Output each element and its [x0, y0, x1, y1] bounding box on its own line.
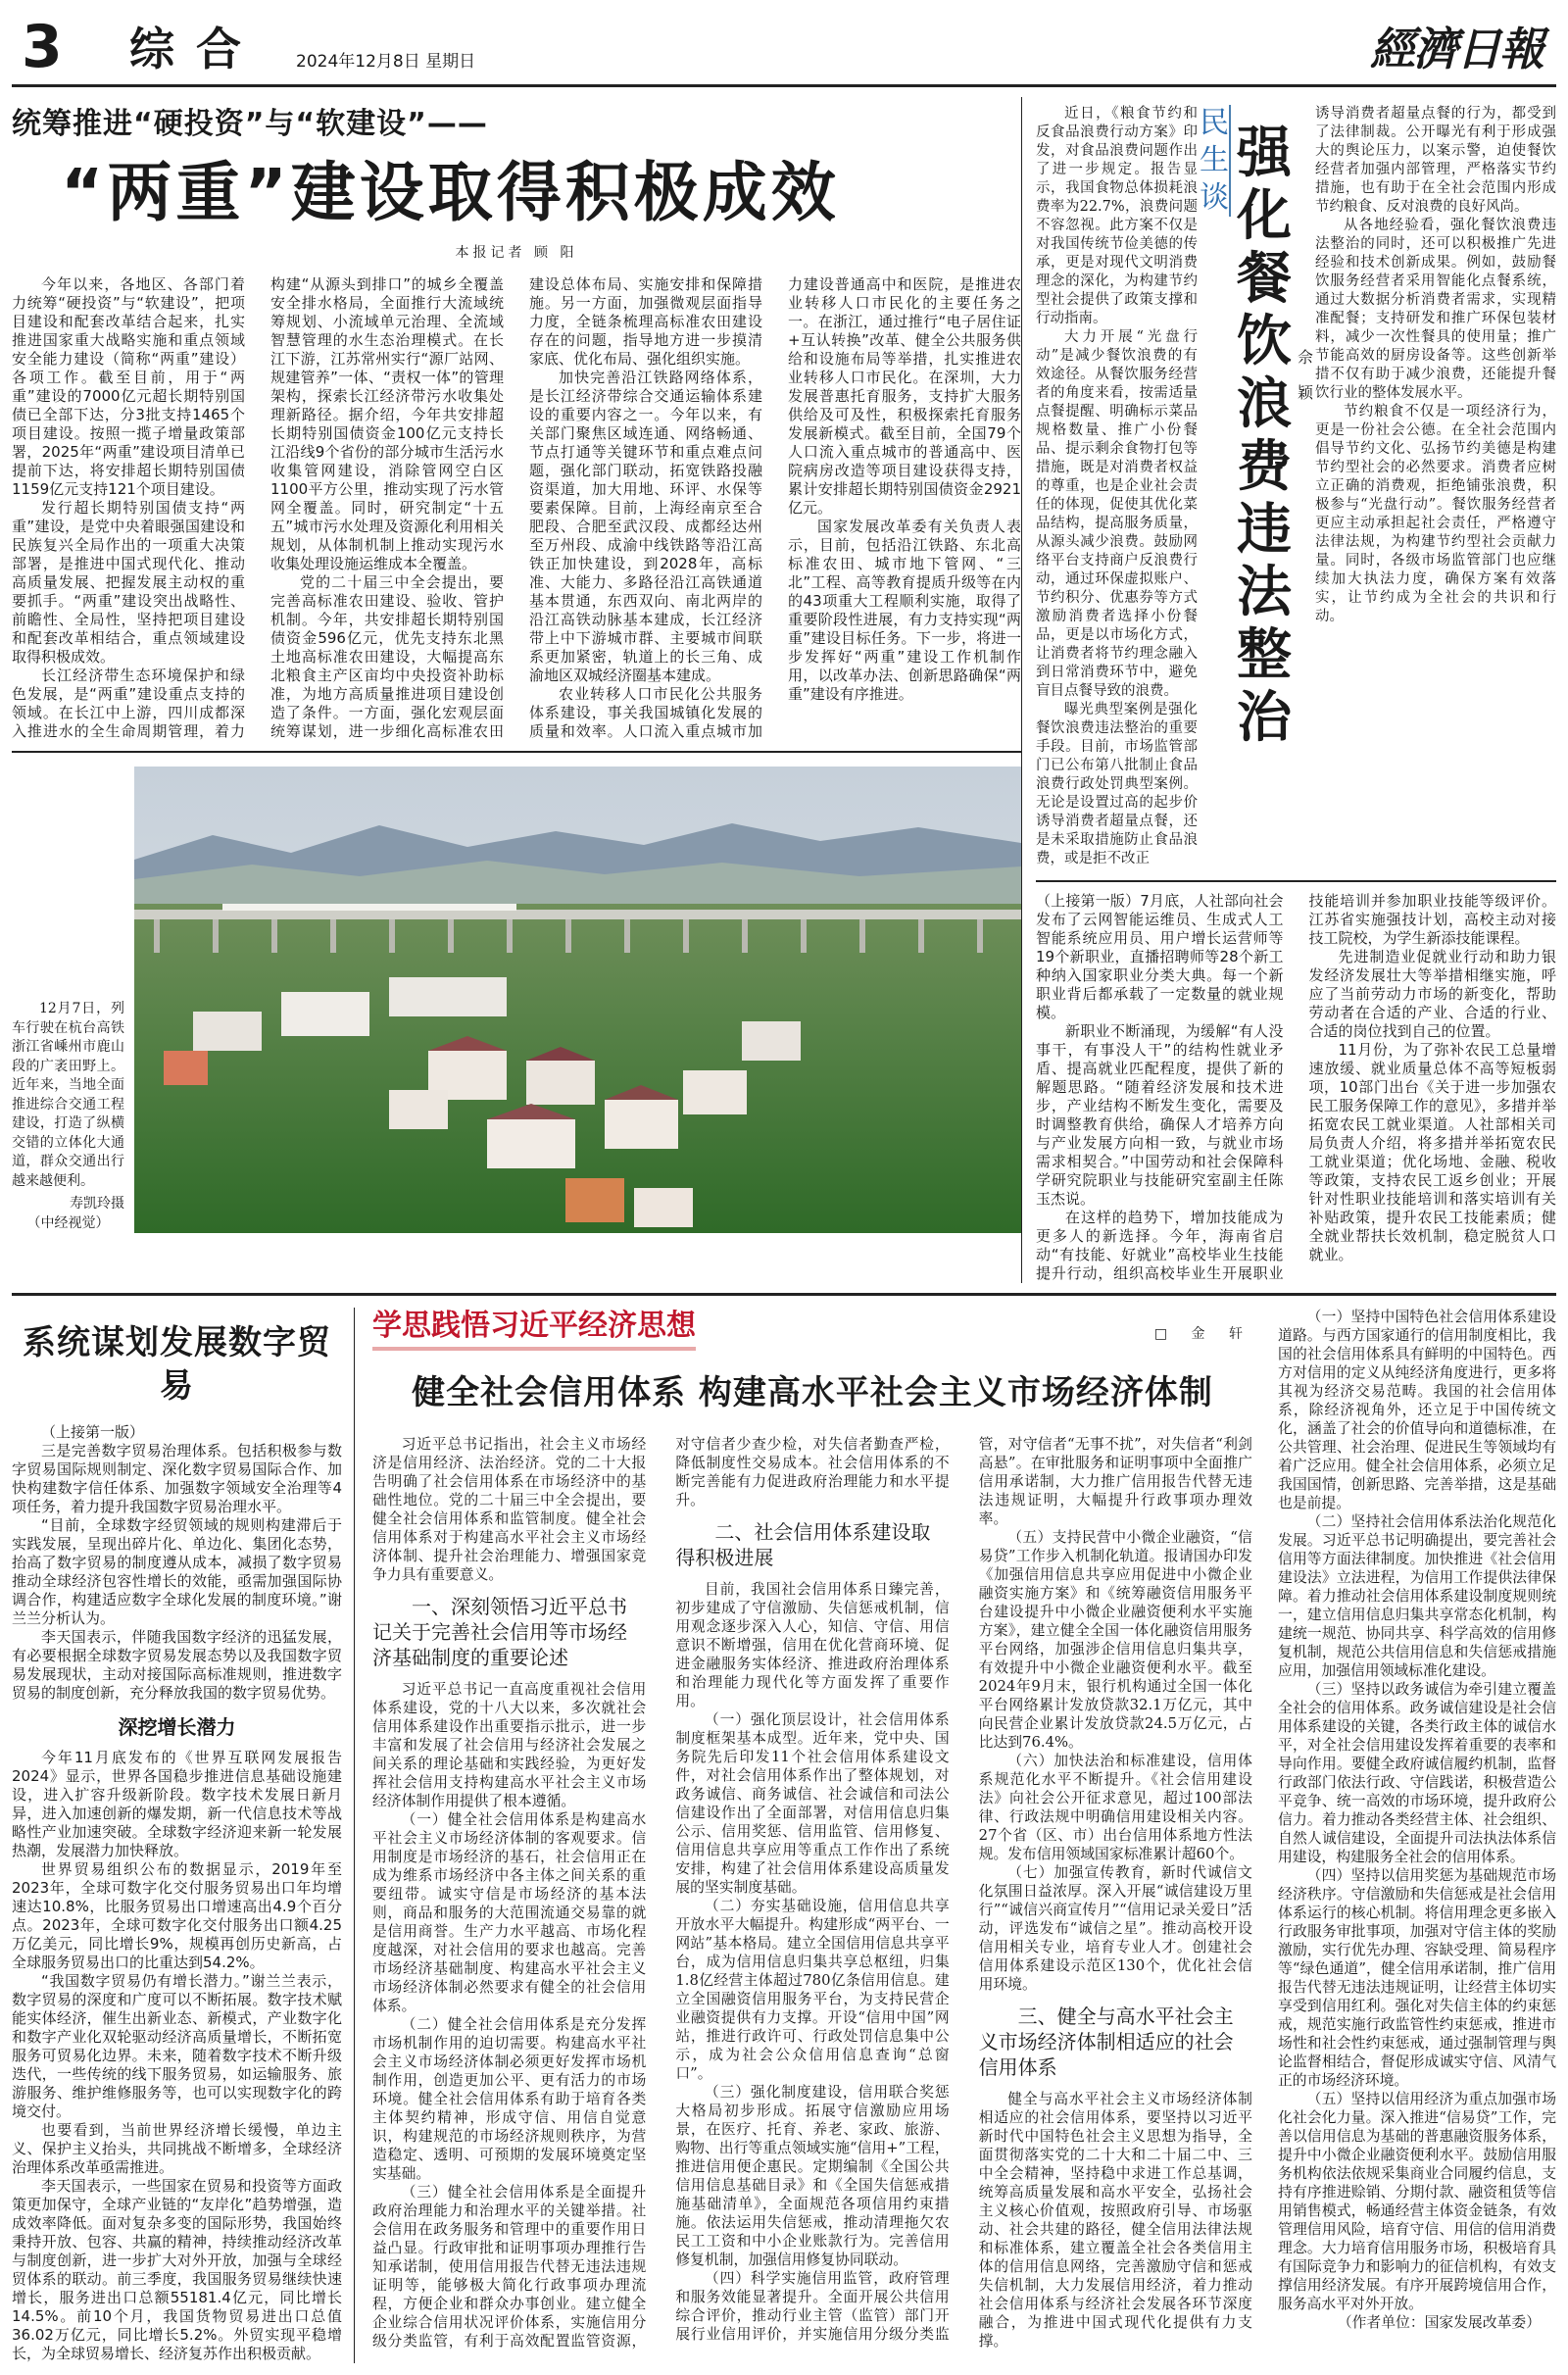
credit-article-main [372, 1308, 1252, 2363]
photo-row [12, 767, 1021, 1233]
column-label: 民生谈 [1200, 106, 1229, 215]
digital-trade-article [12, 1308, 355, 2363]
paragraph: （一）强化顶层设计，社会信用体系制度框架基本成型。近年来，党中央、国务院先后印发11个社会信用体系建设文件，对社会信用体系作出了整体规划，对政务诚信、商务诚信、社会诚信和司法公信建设作出了全面部署，对信用信息归集公示、信用奖惩、信用监管、信用修复、信用信息共享应用等重点工作作出了系统安排，构建了社会信用体系建设高质量发展的坚实制度基础。 [675, 1711, 950, 1896]
paragraph: （四）坚持以信用奖惩为基础规范市场经济秩序。守信激励和失信惩戒是社会信用体系运行的核心机制。将信用理念更多嵌入行政服务审批事项，加强对守信主体的奖励激励，实行优先办理、容缺受理、简易程序等“绿色通道”，健全信用承诺制，推广信用报告代替无违法违规证明，让经营主体切实享受到信用红利。强化对失信主体的约束惩戒，规范实施行政监管性约束惩戒，推进市场性和社会性约束惩戒，通过强制管理与舆论监督相结合，督促形成诚实守信、风清气正的市场经济环境。 [1278, 1867, 1556, 2089]
paragraph: （三）坚持以政务诚信为牵引建立覆盖全社会的信用体系。政务诚信建设是社会信用体系建设的关键，各类行政主体的诚信水平，对全社会信用建设发挥着重要的表率和导向作用。要健全政府诚信履约机制，监督行政部门依法行政、守信践诺，积极营造公平竞争、统一高效的市场环境，提升政府公信力。着力推动各类经营主体、社会组织、自然人诚信建设，全面提升司法执法体系信用建设，构建服务全社会的信用体系。 [1278, 1681, 1556, 1865]
section-heading: 一、深刻领悟习近平总书记关于完善社会信用等市场经济基础制度的重要论述 [372, 1595, 627, 1669]
credit-author: □ 金 轩 [1153, 1326, 1252, 1342]
paragraph: “我国数字贸易仍有增长潜力。”谢兰兰表示，数字贸易的深度和广度可以不断拓展。数字技术赋能实体经济，催生出新业态、新模式，产业数字化和数字产业化双轮驱动经济高质量增长，不断拓宽服务可贸易化边界。未来，随着数字技术不断升级迭代，一些传统的线下服务贸易，如运输服务、旅游服务、维护维修服务等，也可以实现数字化的跨境交付。 [12, 1972, 342, 2120]
railway-photo [134, 767, 1021, 1233]
paragraph: （一）健全社会信用体系是构建高水平社会主义市场经济体制的客观要求。信用制度是市场经济的基石，社会信用正在成为维系市场经济中各主体之间关系的重要纽带。诚实守信是市场经济的基本法则，商品和服务的大范围流通交易靠的就是信用商誉。生产力水平越高、市场化程度越深，对社会信用的要求也越高。完善市场经济基础制度、构建高水平社会主义市场经济体制必然要求有健全的社会信用体系。 [372, 1811, 647, 2014]
paragraph: 近日，《粮食节约和反食品浪费行动方案》印发，对食品浪费问题作出了进一步规定。报告显示，我国食物总体损耗浪费率为22.7%，浪费问题不容忽视。此方案不仅是对我国传统节俭美德的传承，更是对现代文明消费理念的深化，为构建节约型社会提供了政策支撑和行动指南。 [1036, 106, 1198, 326]
right-column [1021, 97, 1556, 1283]
viaduct-deck [134, 910, 1021, 919]
masthead [12, 0, 1556, 87]
paragraph: （二）坚持社会信用体系法治化规范化发展。习近平总书记明确提出，要完善社会信用等方面法律制度。加快推进《社会信用建设法》立法进程，为信用工作提供法律保障。着力推动社会信用体系建设制度规则统一，建立信用信息归集共享常态化机制，构建统一规范、协同共享、科学高效的信用修复机制，规范公共信用信息和失信惩戒措施应用，加强信用领域标准化建设。 [1278, 1513, 1556, 1679]
paragraph: 11月份，为了弥补农民工总量增速放缓、就业质量总体不高等短板弱项，10部门出台《关于进一步加强农民工服务保障工作的意见》，多措并举拓宽农民工就业渠道。人社部相关司局负责人介绍，将多措并举拓宽农民工就业渠道；优化场地、金融、税收等政策，支持农民工返乡创业；开展针对性职业技能培训和落实培训有关补贴政策，提升农民工技能素质；健全就业帮扶长效机制，稳定脱贫人口就业。 [1308, 1041, 1556, 1263]
section-heading: 二、社会信用体系建设取得积极进展 [675, 1520, 931, 1569]
paragraph: （四）科学实施信用监管，政府管理和服务效能显著提升。全面开展公共信用综合评价，推动行业主管（监管）部门开展行业信用评价，并实施信用分级分类监管，对守信者“无事不扰”，对失信者“利剑高悬”。在审批服务和证明事项中全面推广信用承诺制，大力推广信用报告代替无违法违规证明，大幅提升行政事项办理效率。 [675, 1436, 1252, 2343]
paragraph: 从各地经验看，强化餐饮浪费违法整治的同时，还可以积极推广先进经验和技术创新成果。例如，鼓励餐饮服务经营者采用智能化点餐系统，通过大数据分析消费者需求，实现精准配餐；支持研发和推广环保包装材料，减少一次性餐具的使用量；推广节能高效的厨房设备等。这些创新举措不仅有助于减少浪费，还能提升餐饮行业的整体发展水平。 [1315, 218, 1556, 401]
paragraph: 党的二十届三中全会提出，要完善高标准农田建设、验收、管护机制。今年，共安排超长期特别国债资金596亿元，优先支持东北黑土地高标准农田建设，大幅提高东北粮食主产区亩均中央投资补助标准，为地方高质量推进项目建设创造了条件。一方面，强化宏观层面统筹谋划，进一步细化高标准农田建设总体布局、实施安排和保障措施。另一方面，加强微观层面指导力度，全链条梳理高标准农田建设存在的问题，指导地方进一步摸清家底、优化布局、强化组织实施。 [270, 275, 762, 740]
top-article-body [12, 275, 1021, 753]
paragraph: 诱导消费者超量点餐的行为，都受到了法律制裁。公开曝光有利于形成强大的舆论压力，以案示警，迫使餐饮经营者加强内部管理，严格落实节约措施，也有助于在全社会范围内形成节约粮食、反对浪费的良好风尚。 [1315, 106, 1556, 215]
section-heading: 三、健全与高水平社会主义市场经济体制相适应的社会信用体系 [978, 2004, 1234, 2079]
paragraph: 三是完善数字贸易治理体系。包括积极参与数字贸易国际规则制定、深化数字贸易国际合作、加快构建数字信任体系、加强数字领域安全治理等4项任务，着力提升我国数字贸易治理水平。 [12, 1442, 342, 1515]
paragraph: 也要看到，当前世界经济增长缓慢，单边主义、保护主义抬头，共同挑战不断增多，全球经济治理体系改革亟需推进。 [12, 2121, 342, 2176]
paragraph: 农业转移人口市民化公共服务体系建设，事关我国城镇化发展的质量和效率。人口流入重点城市加力建设普通高中和医院，是推进农业转移人口市民化的主要任务之一。在浙江，通过推行“电子居住证+互认转换”改革、健全公共服务供给和设施布局等举措，扎实推进农业转移人口市民化。在深圳，大力发展普惠托育服务，支持扩大服务供给及可及性，积极探索托育服务发展新模式。截至目前，全国79个人口流入重点城市的普通高中、医院病房改造等项目建设获得支持，累计安排超长期特别国债资金2921亿元。 [529, 275, 1021, 740]
editorial [1036, 97, 1556, 868]
editorial-left-text [1036, 105, 1198, 868]
paragraph: 先进制造业促就业行动和助力银发经济发展壮大等举措相继实施，呼应了当前劳动力市场的新变化，帮助劳动者在合适的产业、合适的行业、合适的岗位找到自己的位置。 [1308, 948, 1556, 1040]
page-number: 3 [22, 13, 63, 81]
paragraph: 大力开展“光盘行动”是减少餐饮浪费的有效途径。从餐饮服务经营者的角度来看，按需适量点餐提醒、明确标示菜品规格数量、推广小份餐品、提示剩余食物打包等措施，既是对消费者权益的尊重，也是企业社会责任的体现，促使其优化菜品结构，提高服务质量，从源头减少浪费。鼓励网络平台支持商户反浪费行动，通过环保虚拟账户、节约积分、优惠券等方式激励消费者选择小份餐品，更是以市场化方式，让消费者将节约理念融入到日常消费环节中，避免盲目点餐导致的浪费。 [1036, 329, 1198, 699]
paragraph: （二）健全社会信用体系是充分发挥市场机制作用的迫切需要。构建高水平社会主义市场经济体制必须更好发挥市场机制作用，创造更加公平、更有活力的市场环境。健全社会信用体系有助于培育各类主体契约精神，形成守信、用信自觉意识，构建规范的市场经济规则秩序，为营造稳定、透明、可预期的发展环境奠定坚实基础。 [372, 2016, 647, 2182]
subheading: 深挖增长潜力 [118, 1715, 236, 1739]
paragraph: 今年以来，各地区、各部门着力统筹“硬投资”与“软建设”，把项目建设和配套改革结合起来，扎实推进国家重大战略实施和重点领域安全能力建设（简称“两重”建设）各项工作。截至目前，用于“两重”建设的7000亿元超长期特别国债已全部下达，分3批支持1465个项目建设。按照一揽子增量政策部署，2025年“两重”建设项目清单已提前下达，将安排超长期特别国债1159亿元支持121个项目建设。 [12, 275, 245, 498]
paragraph: （五）支持民营中小微企业融资，“信易贷”工作步入机制化轨道。报请国办印发《加强信用信息共享应用促进中小微企业融资实施方案》和《统筹融资信用服务平台建设提升中小微企业融资便利水平实施方案》，建立健全全国一体化融资信用服务平台网络，加强涉企信用信息归集共享，有效提升中小微企业融资便利水平。截至2024年9月末，银行机构通过全国一体化平台网络累计发放贷款32.1万亿元，其中向民营企业累计发放贷款24.5万亿元，占比达到76.4%。 [978, 1529, 1252, 1751]
bottom-region [12, 1308, 1556, 2363]
paragraph: 曝光典型案例是强化餐饮浪费违法整治的重要手段。目前，市场监管部门已公布第八批制止食品浪费行政处罚典型案例。无论是设置过高的起步价诱导消费者超量点餐，还是未采取措施防止食品浪费，或是拒不改正 [1036, 702, 1198, 866]
paragraph: 今年11月底发布的《世界互联网发展报告2024》显示，世界各国稳步推进信息基础设施建设，进入扩容升级新阶段。数字技术发展日新月异，进入加速创新的爆发期，新一代信息技术等战略性产业加速突破。全球数字经济迎来新一轮发展热潮，发展潜力加快释放。 [12, 1749, 342, 1859]
digital-trade-title: 系统谋划发展数字贸易 [23, 1323, 331, 1406]
issue-date: 2024年12月8日 星期日 [296, 52, 476, 72]
editorial-heading [1198, 105, 1315, 868]
paragraph: 李天国表示，一些国家在贸易和投资等方面政策更加保守，全球产业链的“友岸化”趋势增强，造成效率降低。面对复杂多变的国际形势，我国始终秉持开放、包容、共赢的精神，持续推动经济改革与制度创新，进一步扩大对外开放，加强与全球经贸体系的联动。前三季度，我国服务贸易继续快速增长，服务进出口总额55181.4亿元，同比增长14.5%。前10个月，我国货物贸易进出口总值36.02万亿元，同比增长5.2%。外贸实现平稳增长，为全球贸易增长、经济复苏作出积极贡献。 [12, 2177, 342, 2362]
credit-article-column-4 [1278, 1308, 1556, 2363]
top-article-kicker: 统筹推进“硬投资”与“软建设”—— [12, 107, 488, 141]
newspaper-logo: 經濟日報 [1370, 23, 1543, 75]
editorial-right-text [1315, 105, 1556, 868]
top-article [12, 97, 1021, 1283]
credit-article [355, 1308, 1556, 2363]
top-article-headline: “两重”建设取得积极成效 [61, 155, 840, 230]
top-article-byline: 本报记者 顾 阳 [455, 245, 578, 261]
paragraph: 目前，我国社会信用体系日臻完善，初步建成了守信激励、失信惩戒机制，信用观念逐步深入人心，知信、守信、用信意识不断增强，信用在优化营商环境、促进金融服务实体经济、推进政府治理体系和治理能力现代化等方面发挥了重要作用。 [675, 1581, 950, 1709]
photo-scene [134, 767, 1021, 1233]
section-name: 综合 [129, 23, 263, 75]
paragraph: 发行超长期特别国债支持“两重”建设，是党中央着眼强国建设和民族复兴全局作出的一项重大决策部署，是推进中国式现代化、推动高质量发展、把握发展主动权的重要抓手。“两重”建设突出战略性、前瞻性、全局性，坚持把项目建设和配套改革相结合，重点领域建设取得积极成效。 [12, 499, 245, 666]
paragraph: （七）加强宣传教育，新时代诚信文化氛围日益浓厚。深入开展“诚信建设万里行”“诚信兴商宣传月”“信用记录关爱日”活动，评选发布“诚信之星”。推动高校开设信用相关专业，培育专业人才。创建社会信用体系建设示范区130个，优化社会信用环境。 [978, 1864, 1252, 1993]
paragraph: （上接第一版）7月底，人社部向社会发布了云网智能运维员、生成式人工智能系统应用员、用户增长运营师等19个新职业，直播招聘师等28个新工种纳入国家职业分类大典。每一个新职业背后都承载了一定数量的就业规模。 [1036, 892, 1284, 1021]
credit-headline: 健全社会信用体系 构建高水平社会主义市场经济体制 [412, 1373, 1213, 1412]
paragraph: （二）夯实基础设施，信用信息共享开放水平大幅提升。构建形成“两平台、一网站”基本格局。建立全国信用信息共享平台，成为信用信息归集共享总枢纽，归集1.8亿经营主体超过780亿条信用信息。建立全国融资信用服务平台，为支持民营企业融资提供有力支撑。开设“信用中国”网站，推进行政许可、行政处罚信息集中公示，成为社会公众信用信息查询“总窗口”。 [675, 1898, 950, 2082]
editorial-title: 强化餐饮浪费违法整治 [1237, 122, 1292, 750]
paragraph: “目前，全球数字经贸领域的规则构建滞后于实践发展，呈现出碎片化、单边化、集团化态势，抬高了数字贸易的制度遵从成本，减损了数字贸易推动全球经济包容性增长的效能，亟需加强国际协调合作，构建适应数字全球化发展的制度环境。”谢兰兰分析认为。 [12, 1516, 342, 1627]
paragraph: 新职业不断涌现，为缓解“有人没事干，有事没人干”的结构性就业矛盾、提高就业匹配程度，提供了新的解题思路。“随着经济发展和技术进步，产业结构不断发生变化，需要及时调整教育供给，确保人才培养方向与产业发展方向相一致，与就业市场需求相契合。”中国劳动和社会保障科学研究院职业与技能研究室副主任陈玉杰说。 [1036, 1022, 1284, 1208]
photographer: 寿凯玲摄 [70, 1196, 124, 1212]
paragraph: 世界贸易组织公布的数据显示，2019年至2023年，全球可数字化交付服务贸易出口年均增速达10.8%，比服务贸易出口增速高出4.9个百分点。2023年，全球可数字化交付服务出口额4.25万亿美元，同比增长9%，规模再创历史新高，占全球服务贸易出口的比重达到54.2%。 [12, 1860, 342, 1971]
editorial-author: 佘颖 [1298, 348, 1314, 402]
paragraph: 节约粮食不仅是一项经济行为，更是一份社会公德。在全社会范围内倡导节约文化、弘扬节约美德是构建节约型社会的必然要求。消费者应树立正确的消费观，拒绝铺张浪费，积极参与“光盘行动”。餐饮服务经营者更应主动承担起社会责任，严格遵守法律法规，为构建节约型社会贡献力量。同时，各级市场监管部门也应继续加大执法力度，确保方案有效落实，让节约成为全社会的共识和行动。 [1315, 404, 1556, 624]
paragraph: （一）坚持中国特色社会信用体系建设道路。与西方国家通行的信用制度相比，我国的社会信用体系具有鲜明的中国特色。西方对信用的定义从纯经济角度进行，更多将其视为经济交易范畴。我国的社会信用体系，除经济视角外，还立足于中国传统文化，涵盖了社会的价值导向和道德标准，在公共管理、社会治理、促进民生等领域均有着广泛应用。健全社会信用体系，必须立足我国国情，创新思路、完善举措，这是基础也是前提。 [1278, 1309, 1556, 1511]
paragraph: 在这样的趋势下，增加技能成为更多人的新选择。今年，海南省启动“有技能、好就业”高校毕业生技能提升行动，组织高校毕业生开展职业技能培训并参加职业技能等级评价。江苏省实施强技计划，高校主动对接技工院校，为学生新添技能课程。 [1036, 892, 1556, 1282]
paragraph: 健全与高水平社会主义市场经济体制相适应的社会信用体系，要坚持以习近平新时代中国特色社会主义思想为指导，全面贯彻落实党的二十大和二十届二中、三中全会精神，坚持稳中求进工作总基调，统筹高质量发展和高水平安全，弘扬社会主义核心价值观，按照政府引导、市场驱动、社会共建的路径，健全信用法律法规和标准体系，建立覆盖全社会各类信用主体的信用信息网络，完善激励守信和惩戒失信机制，大力发展信用经济，着力推动社会信用体系与经济社会发展各环节深度融合，为推进中国式现代化提供有力支撑。 [978, 2091, 1252, 2350]
paragraph: 习近平总书记一直高度重视社会信用体系建设，党的十八大以来，多次就社会信用体系建设作出重要指示批示，进一步丰富和发展了社会信用与经济社会发展之间关系的理论基础和实践经验，为更好发挥社会信用支持构建高水平社会主义市场经济体制作用提供了根本遵循。 [372, 1681, 647, 1809]
train [222, 904, 516, 911]
photo-source: （中经视觉） [26, 1214, 110, 1231]
continued-note: （上接第一版） [41, 1423, 145, 1441]
paragraph: 加快完善沿江铁路网络体系，是长江经济带综合交通运输体系建设的重要内容之一。今年以来，有关部门聚焦区域连通、网络畅通、节点打通等关键环节和重点难点问题，强化部门联动，拓宽铁路投融资渠道，加大用地、环评、水保等要素保障。目前，上海经南京至合肥段、合肥至武汉段、成都经达州至万州段、成渝中线铁路等沿江高铁正加快建设，到2028年，高标准、大能力、多路径沿江高铁通道基本贯通，东西双向、南北两岸的沿江高铁动脉基本建成，长江经济带上中下游城市群、主要城市间联系更加紧密，轨道上的长三角、成渝地区双城经济圈基本建成。 [529, 369, 762, 684]
credit-article-body [372, 1435, 1252, 2350]
caption-text: 12月7日，列车行驶在杭台高铁浙江省嵊州市鹿山段的广袤田野上。近年来，当地全面推进综合交通工程建设，打造了纵横交错的立体化大通道，群众交通出行越来越便利。 [12, 1001, 124, 1189]
photo-caption [12, 1000, 124, 1233]
paragraph: 李天国表示，伴随我国数字经济的迅猛发展，有必要根据全球数字贸易发展态势以及我国数字贸易发展现状，主动对接国际高标准规则，推进数字贸易的制度创新，充分释放我国的数字贸易优势。 [12, 1628, 342, 1702]
paragraph: （三）健全社会信用体系是全面提升政府治理能力和治理水平的关键举措。社会信用在政务服务和管理中的重要作用日益凸显。行政审批和证明事项办理推行告知承诺制，使用信用报告代替无违法违规证明等，能够极大简化行政事项办理流程，方便企业和群众办事创业。建立健全企业综合信用状况评价体系，实施信用分级分类监管，有利于高效配置监管资源，对守信者少查少检，对失信者勤查严检，降低制度性交易成本。社会信用体系的不断完善能有力促进政府治理能力和水平提升。 [372, 1436, 950, 2350]
paragraph: 国家发展改革委有关负责人表示，目前，包括沿江铁路、东北高标准农田、城市地下管网、“三北”工程、高等教育提质升级等在内的43项重大工程顺利实施，取得了重要阶段性进展，有力支持实现“两重”建设目标任务。下一步，将进一步发挥好“两重”建设工作机制作用，以改革办法、创新思路确保“两重”建设有序推进。 [788, 518, 1021, 703]
paragraph: 习近平总书记指出，社会主义市场经济是信用经济、法治经济。党的二十大报告明确了社会信用体系在市场经济中的基础性地位。党的二十届三中全会提出，要健全社会信用体系和监管制度。健全社会信用体系对于构建高水平社会主义市场经济体制、提升社会治理能力、增强国家竞争力具有重要意义。 [372, 1436, 647, 1583]
paragraph: （六）加快法治和标准建设，信用体系规范化水平不断提升。《社会信用建设法》向社会公开征求意见，超过100部法律、行政法规中明确信用建设相关内容。27个省（区、市）出台信用体系地方性法规。发布信用领域国家标准累计超60个。 [978, 1753, 1252, 1862]
paragraph: （五）坚持以信用经济为重点加强市场化社会化力量。深入推进“信易贷”工作，完善以信用信息为基础的普惠融资服务体系，提升中小微企业融资便利水平。鼓励信用服务机构依法依规采集商业合同履约信息，支持有序推进赊销、分期付款、融资租赁等信用销售模式，畅通经营主体资金链条，有效管理信用风险，培育守信、用信的信用消费理念。大力培育信用服务市场，积极培育具有国际竞争力和影响力的征信机构，有效支撑信用经济发展。有序开展跨境信用合作，服务高水平对外开放。 [1278, 2091, 1556, 2312]
top-region [12, 97, 1556, 1296]
paragraph: （三）强化制度建设，信用联合奖惩大格局初步形成。拓展守信激励应用场景，在医疗、托育、养老、家政、旅游、购物、出行等重点领域实施“信用+”工程，推进信用便企惠民。定期编制《全国公共信用信息基础目录》和《全国失信惩戒措施基础清单》，全面规范各项信用约束措施。依法运用失信惩戒，推动清理拖欠农民工工资和中小企业账款行为。完善信用修复机制，加强信用修复协同联动。 [675, 2084, 950, 2268]
paragraph: 长江经济带生态环境保护和绿色发展，是“两重”建设重点支持的领域。在长江中上游，四川成都深入推进水的全生命周期管理，着力构建“从源头到排口”的城乡全覆盖安全排水格局，全面推行大流域统筹规划、小流域单元治理、全流域智慧管理的水生态治理模式。在长江下游，江苏常州实行“源厂站网、规建管养”一体、“责权一体”的管理架构，探索长江经济带污水收集处理新路径。据介绍，今年共安排超长期特别国债资金100亿元支持长江沿线9个省份的部分城市生活污水收集管网建设，消除管网空白区1100平方公里，推动实现了污水管网全覆盖。同时，研究制定“十五五”城市污水处理及资源化利用相关规划，从体制机制上推动实现污水收集处理设施运维成本全覆盖。 [12, 275, 504, 740]
author-affiliation: （作者单位：国家发展改革委） [1337, 2314, 1541, 2331]
jobs-article-body [1036, 880, 1556, 1283]
column-kicker: 学思践悟习近平经济思想 [372, 1308, 696, 1351]
credit-header [372, 1308, 1252, 1351]
